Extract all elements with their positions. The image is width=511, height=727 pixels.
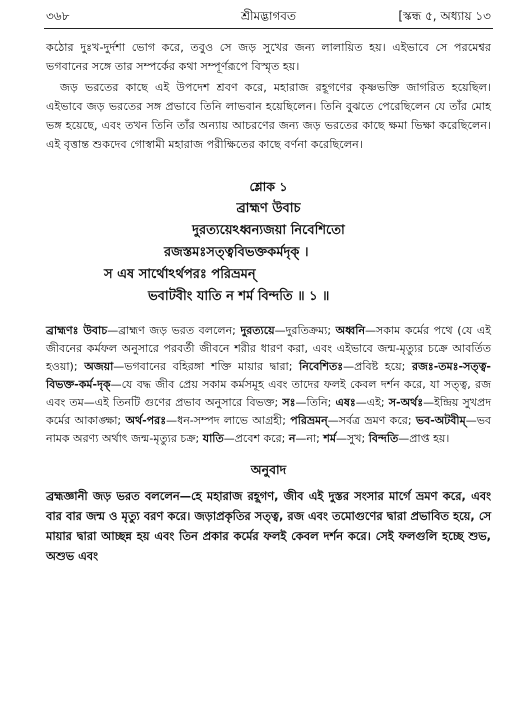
paragraph-2: জড় ভরতের কাছে এই উপদেশ শ্রবণ করে, মহারাজ রহূগণের কৃষ্ণভক্তি জাগরিত হয়েছিল। এইভাবে জড় ভরতের সঙ্গ প্রভাবে তিনি লাভবান হয়েছিলেন। তিনি বুঝতে পেরেছিলেন যে তাঁর মোহ ভঙ্গ হয়েছে, এবং তখন তিনি তাঁর অন্যায় আচরণের জন্য জড় ভরতের কাছে ক্ষমা ভিক্ষা করেছিলেন। এই বৃত্তান্ত শুকদেব গোস্বামী মহারাজ পরীক্ষিতের কাছে বর্ণনা করেছিলেন। (46, 81, 491, 151)
synonym-meaning: —এই; (355, 396, 389, 409)
verse-line-3: রজস্তমঃসত্ত্ববিভক্তকর্মদৃক্ । (164, 245, 309, 260)
synonym-term: পরিভ্রমন্ (290, 414, 328, 427)
synonym-meaning: —দুরতিক্রম্য; (274, 324, 336, 337)
chapter-reference: [স্কন্ধ ৫, অধ্যায় ১৩ (398, 9, 491, 23)
synonym-term: অজয়া (84, 360, 114, 373)
synonym-meaning: —ভব নামক অরণ্য অর্থাৎ জন্ম-মৃত্যুর চক্র; (46, 414, 492, 445)
synonym-term: দুরত্যয়ে (240, 324, 275, 337)
synonym-meaning: —ভগবানের বহিরঙ্গা শক্তি মায়ার দ্বারা; (113, 360, 300, 373)
paragraph-1: কঠোর দুঃখ-দুর্দশা ভোগ করে, তবুও সে জড় সুখের জন্য লালায়িত হয়। এইভাবে সে পরমেশ্বর ভগবানের সঙ্গে তার সম্পর্কের কথা সম্পূর্ণরূপে বিস্মৃত হয়। (46, 41, 491, 73)
synonym-term: অর্থ-পরঃ (125, 414, 167, 427)
synonym-meaning: —ইন্দ্রিয় সুখপ্রদ কর্মের আকাঙ্ক্ষা; (46, 396, 491, 427)
synonyms-block (46, 322, 491, 448)
page-body (46, 38, 491, 566)
synonym-term: ন (288, 432, 296, 445)
synonym-meaning: —প্রাপ্ত হয়। (398, 432, 450, 445)
synonym-meaning: —সকাম কর্মের পথে (যে এই জীবনের কর্মফল অনুসারে পরবর্তী জীবনে শরীর ধারণ করা, এবং এইভাবে জন্ম-মৃত্যুর চক্রে আবর্তিত হওয়া); (46, 324, 491, 373)
page-number: ৩৬৮ (46, 9, 70, 23)
synonym-meaning: —সুখ; (336, 432, 369, 445)
synonym-term: ভব-অটবীম্ (415, 414, 466, 427)
synonym-meaning: —সর্বত্র ভ্রমণ করে; (327, 414, 416, 427)
translation-heading: অনুবাদ (250, 462, 287, 477)
synonym-meaning: —যে বদ্ধ জীব প্রেয় সকাম কর্মসমূহ এবং তাদের ফলই কেবল দর্শন করে, যা সত্ত্ব, রজ এবং তম—এই তিনটি গুণের প্রভাব অনুসারে বিভক্ত; (46, 378, 491, 409)
synonym-meaning: —তিনি; (295, 396, 336, 409)
synonym-term: শর্ম (323, 432, 337, 445)
verse-line-5: ভবাটবীং যাতি ন শর্ম বিন্দতি ॥ ১ ॥ (148, 289, 330, 304)
verse-heading: শ্লোক ১ (249, 179, 288, 194)
page-header (46, 8, 491, 26)
synonym-term: ব্রাহ্মণঃ উবাচ (46, 324, 108, 337)
synonym-term: স-অর্থঃ (388, 396, 424, 409)
synonym-meaning: —ধন-সম্পদ লাভে আগ্রহী; (166, 414, 291, 427)
synonym-term: এষঃ (335, 396, 356, 409)
verse-line-2: দুরত্যয়েঽধ্বন্যজয়া নিবেশিতো (192, 223, 345, 238)
header-rule (44, 28, 493, 29)
synonym-term: বিন্দতি (368, 432, 399, 445)
synonym-term: রজঃ-তমঃ-সত্ত্ব-বিভক্ত-কর্ম-দৃক্ (46, 360, 491, 391)
synonym-meaning: —প্রবেশ করে; (223, 432, 289, 445)
synonym-meaning: —না; (295, 432, 324, 445)
verse-line-4: স এষ সার্থোঽর্থপরঃ পরিভ্রমন্ (104, 267, 256, 282)
book-title: শ্রীমদ্ভাগবত (240, 9, 296, 23)
translation-text: ব্রহ্মজ্ঞানী জড় ভরত বললেন—হে মহারাজ রহূগণ, জীব এই দুস্তর সংসার মার্গে ভ্রমণ করে, এবং বার বার জন্ম ও মৃত্যু বরণ করে। জড়াপ্রকৃতির সত্ত্ব, রজ এবং তমোগুণের দ্বারা প্রভাবিত হয়ে, সে মায়ার দ্বারা আচ্ছন্ন হয় এবং তিন প্রকার কর্মের ফলই কেবল দর্শন করে। সেই ফলগুলি হচ্ছে শুভ, অশুভ এবং (46, 489, 491, 563)
verse-line-1: ব্রাহ্মণ উবাচ (236, 201, 301, 216)
synonym-term: অধ্বনি (335, 324, 366, 337)
synonym-meaning: —প্রবিষ্ট হয়ে; (343, 360, 412, 373)
synonym-term: যাতি (202, 432, 224, 445)
synonym-meaning: —ব্রাহ্মণ জড় ভরত বললেন; (107, 324, 241, 337)
synonym-term: সঃ (282, 396, 296, 409)
synonym-term: নিবেশিতঃ (299, 360, 344, 373)
